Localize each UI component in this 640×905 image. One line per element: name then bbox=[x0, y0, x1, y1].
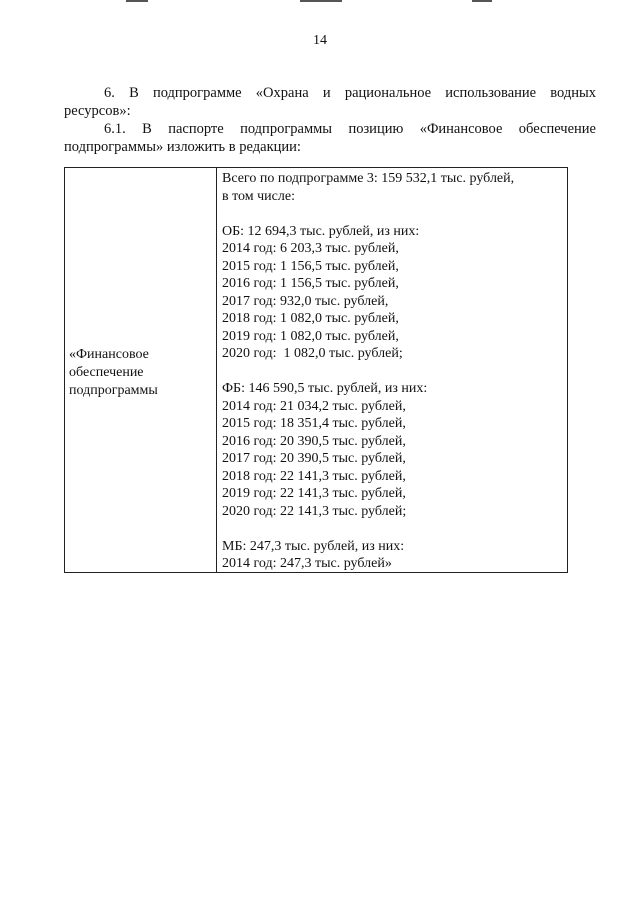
value-line: ФБ: 146 590,5 тыс. рублей, из них: bbox=[222, 381, 428, 396]
value-line: 2015 год: 18 351,4 тыс. рублей, bbox=[222, 416, 406, 431]
value-line: 2019 год: 22 141,3 тыс. рублей, bbox=[222, 486, 406, 501]
table-label-cell bbox=[69, 346, 209, 400]
table-value-cell bbox=[222, 170, 562, 573]
paragraph-6 bbox=[64, 84, 596, 120]
paragraph-6-line-1: 6. В подпрограмме «Охрана и рациональное использование водных bbox=[104, 85, 596, 101]
value-line: 2019 год: 1 082,0 тыс. рублей, bbox=[222, 328, 399, 344]
value-line bbox=[222, 520, 562, 538]
value-line: Всего по подпрограмме 3: 159 532,1 тыс. рублей, bbox=[222, 171, 515, 186]
value-line bbox=[222, 363, 562, 381]
value-line: 2017 год: 20 390,5 тыс. рублей, bbox=[222, 451, 406, 466]
value-line: 2014 год: 247,3 тыс. рублей» bbox=[222, 556, 392, 571]
paragraph-6-1 bbox=[64, 120, 596, 156]
value-line: в том числе: bbox=[222, 188, 295, 204]
scan-artifact-mark bbox=[472, 0, 492, 2]
value-line: 2020 год: 1 082,0 тыс. рублей; bbox=[222, 346, 403, 361]
paragraph-6-line-2: ресурсов»: bbox=[64, 103, 131, 119]
page-number: 14 bbox=[313, 33, 327, 48]
value-line: ОБ: 12 694,3 тыс. рублей, из них: bbox=[222, 223, 420, 239]
value-line: 2014 год: 6 203,3 тыс. рублей, bbox=[222, 241, 399, 256]
label-line: «Финансовое bbox=[69, 347, 149, 362]
value-line: 2020 год: 22 141,3 тыс. рублей; bbox=[222, 503, 407, 519]
paragraph-6-1-line-2: подпрограммы» изложить в редакции: bbox=[64, 139, 301, 155]
passport-table bbox=[64, 167, 568, 573]
value-line: 2015 год: 1 156,5 тыс. рублей, bbox=[222, 258, 399, 274]
label-line: подпрограммы bbox=[69, 383, 158, 398]
scan-artifact-mark bbox=[300, 0, 342, 2]
value-line: 2017 год: 932,0 тыс. рублей, bbox=[222, 293, 389, 309]
label-line: обеспечение bbox=[69, 365, 144, 380]
value-line: 2018 год: 22 141,3 тыс. рублей, bbox=[222, 468, 406, 484]
value-line: 2018 год: 1 082,0 тыс. рублей, bbox=[222, 311, 399, 326]
value-line: МБ: 247,3 тыс. рублей, из них: bbox=[222, 538, 405, 554]
value-line bbox=[222, 205, 562, 223]
paragraph-6-1-line-1: 6.1. В паспорте подпрограммы позицию «Финансовое обеспечение bbox=[104, 121, 596, 137]
value-line: 2016 год: 20 390,5 тыс. рублей, bbox=[222, 433, 406, 449]
table-column-divider bbox=[216, 168, 217, 572]
value-line: 2014 год: 21 034,2 тыс. рублей, bbox=[222, 398, 406, 414]
value-line: 2016 год: 1 156,5 тыс. рублей, bbox=[222, 276, 399, 291]
scan-artifact-mark bbox=[126, 0, 148, 2]
